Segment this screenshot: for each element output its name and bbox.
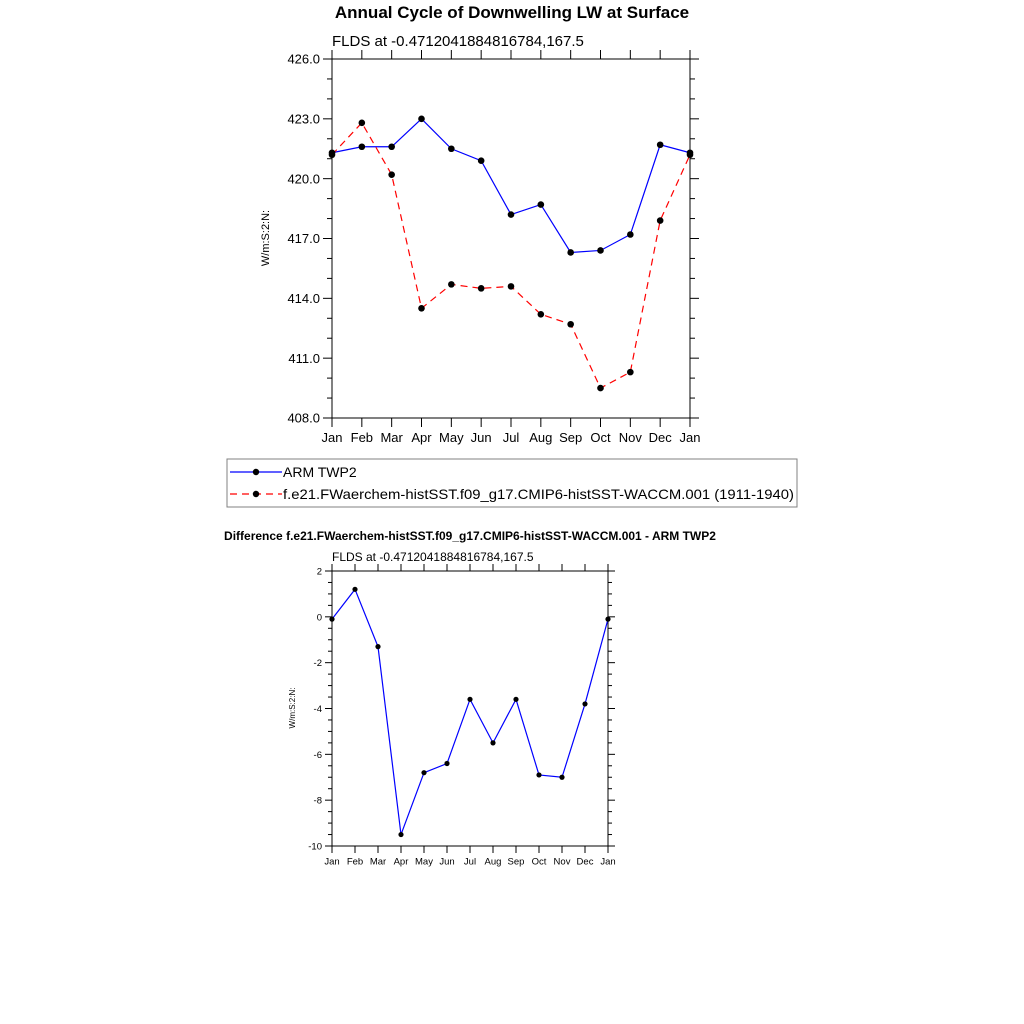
bottom-chart-series-0-point bbox=[444, 761, 449, 766]
bottom-chart-ylabel: W/m:S:2:N: bbox=[288, 687, 297, 729]
bottom-chart-xtick-label: Sep bbox=[507, 856, 525, 868]
top-chart-xtick-label: Aug bbox=[529, 430, 553, 445]
top-chart-series-0-point bbox=[478, 157, 485, 164]
bottom-chart-series-0-point bbox=[421, 770, 426, 775]
top-chart-xtick-label: Apr bbox=[411, 430, 432, 445]
bottom-chart-plot bbox=[308, 564, 615, 868]
top-chart-series-1-point bbox=[508, 283, 515, 290]
bottom-chart-series-0-line bbox=[332, 589, 608, 834]
legend-obs-label: ARM TWP2 bbox=[283, 464, 357, 480]
bottom-chart-series-0-point bbox=[490, 740, 495, 745]
bottom-chart-series-0-point bbox=[398, 832, 403, 837]
top-chart-series-1-point bbox=[567, 321, 574, 328]
top-chart-xtick-label: Oct bbox=[590, 430, 611, 445]
top-chart-series-1-point bbox=[538, 311, 545, 318]
bottom-chart-xtick-label: Nov bbox=[553, 856, 571, 868]
legend bbox=[227, 459, 797, 507]
top-chart-series-1-point bbox=[478, 285, 485, 292]
bottom-chart-series-0-point bbox=[582, 701, 587, 706]
top-chart-series-0-point bbox=[597, 247, 604, 254]
top-chart-series-0-point bbox=[388, 143, 395, 150]
main-title: Annual Cycle of Downwelling LW at Surface bbox=[334, 3, 690, 22]
top-chart-series-1-line bbox=[332, 123, 690, 388]
top-chart-series-0-point bbox=[448, 145, 455, 152]
bottom-chart-series-0-point bbox=[605, 617, 610, 622]
top-chart-series-1-point bbox=[627, 369, 634, 376]
bottom-chart-ytick-label: 2 bbox=[316, 566, 322, 578]
bottom-chart-xtick-label: Dec bbox=[576, 856, 594, 868]
bottom-chart-series-0-point bbox=[536, 772, 541, 777]
bottom-chart-frame bbox=[332, 571, 608, 846]
bottom-chart-xtick-label: Mar bbox=[369, 856, 387, 868]
bottom-chart-xtick-label: May bbox=[415, 856, 433, 868]
top-chart-plot bbox=[287, 50, 700, 445]
bottom-chart-xtick-label: Jul bbox=[463, 856, 477, 868]
top-chart-series-0-point bbox=[418, 116, 425, 123]
top-chart-series-0-point bbox=[359, 143, 366, 150]
bottom-chart-series-0-point bbox=[513, 697, 518, 702]
top-chart-subtitle: FLDS at -0.4712041884816784,167.5 bbox=[332, 33, 584, 50]
top-chart-series-0-line bbox=[332, 119, 690, 253]
bottom-chart-ytick-label: -10 bbox=[308, 841, 322, 853]
top-chart-series-1-point bbox=[388, 171, 395, 178]
legend-obs-marker bbox=[253, 469, 259, 475]
top-chart-series-0-point bbox=[567, 249, 574, 256]
top-chart-series-1-point bbox=[448, 281, 455, 288]
top-chart-xtick-label: Jan bbox=[321, 430, 343, 445]
bottom-chart-xtick-label: Jan bbox=[324, 856, 340, 868]
top-chart-ytick-label: 417.0 bbox=[287, 231, 320, 247]
top-chart-series-1-point bbox=[418, 305, 425, 312]
top-chart-xtick-label: Mar bbox=[380, 430, 403, 445]
bottom-chart-series-0-point bbox=[559, 775, 564, 780]
top-chart-xtick-label: Feb bbox=[350, 430, 374, 445]
top-chart-xtick-label: Jan bbox=[679, 430, 701, 445]
legend-model-marker bbox=[253, 491, 259, 497]
top-chart-series-0-point bbox=[657, 141, 664, 148]
top-chart-xtick-label: Jun bbox=[470, 430, 492, 445]
bottom-chart-series-0-point bbox=[375, 644, 380, 649]
top-chart-series-0-point bbox=[627, 231, 634, 238]
top-chart-series-1-point bbox=[657, 217, 664, 224]
top-chart-ytick-label: 426.0 bbox=[287, 51, 320, 67]
bottom-chart-series-0-point bbox=[329, 617, 334, 622]
top-chart-frame bbox=[332, 59, 690, 418]
bottom-chart-xtick-label: Jan bbox=[600, 856, 616, 868]
top-chart-series-1-point bbox=[329, 151, 336, 158]
top-chart-ytick-label: 423.0 bbox=[287, 111, 320, 127]
top-chart-series-1-point bbox=[687, 151, 694, 158]
bottom-chart-ytick-label: -4 bbox=[313, 703, 322, 715]
bottom-chart-ytick-label: -6 bbox=[313, 749, 322, 761]
top-chart-series-0-point bbox=[538, 201, 545, 208]
diff-title: Difference f.e21.FWaerchem-histSST.f09_g17.CMIP6-histSST-WACCM.001 - ARM TWP2 bbox=[224, 529, 716, 543]
bottom-chart-xtick-label: Jun bbox=[439, 856, 455, 868]
top-chart-series-1-point bbox=[597, 385, 604, 392]
bottom-chart-xtick-label: Oct bbox=[531, 856, 547, 868]
top-chart-xtick-label: Sep bbox=[559, 430, 583, 445]
legend-model-label: f.e21.FWaerchem-histSST.f09_g17.CMIP6-histSST-WACCM.001 (1911-1940) bbox=[283, 486, 794, 502]
bottom-chart-series-0-point bbox=[352, 587, 357, 592]
top-chart-series-1-point bbox=[359, 120, 366, 127]
top-chart-ylabel: W/m:S:2:N: bbox=[260, 209, 272, 267]
top-chart-ytick-label: 420.0 bbox=[287, 171, 320, 187]
bottom-chart-ytick-label: 0 bbox=[316, 612, 322, 624]
top-chart-xtick-label: Nov bbox=[618, 430, 642, 445]
bottom-chart-ytick-label: -2 bbox=[313, 658, 322, 670]
top-chart-ytick-label: 414.0 bbox=[287, 291, 320, 307]
bottom-chart-ytick-label: -8 bbox=[313, 795, 322, 807]
bottom-chart-xtick-label: Apr bbox=[393, 856, 409, 868]
top-chart-ytick-label: 411.0 bbox=[288, 350, 320, 366]
top-chart-xtick-label: Jul bbox=[502, 430, 520, 445]
top-chart-xtick-label: Dec bbox=[648, 430, 672, 445]
bottom-chart-subtitle: FLDS at -0.4712041884816784,167.5 bbox=[332, 550, 534, 564]
bottom-chart-xtick-label: Feb bbox=[346, 856, 364, 868]
top-chart-xtick-label: May bbox=[439, 430, 464, 445]
top-chart-series-0-point bbox=[508, 211, 515, 218]
bottom-chart-xtick-label: Aug bbox=[484, 856, 502, 868]
top-chart-ytick-label: 408.0 bbox=[287, 410, 320, 426]
bottom-chart-series-0-point bbox=[467, 697, 472, 702]
